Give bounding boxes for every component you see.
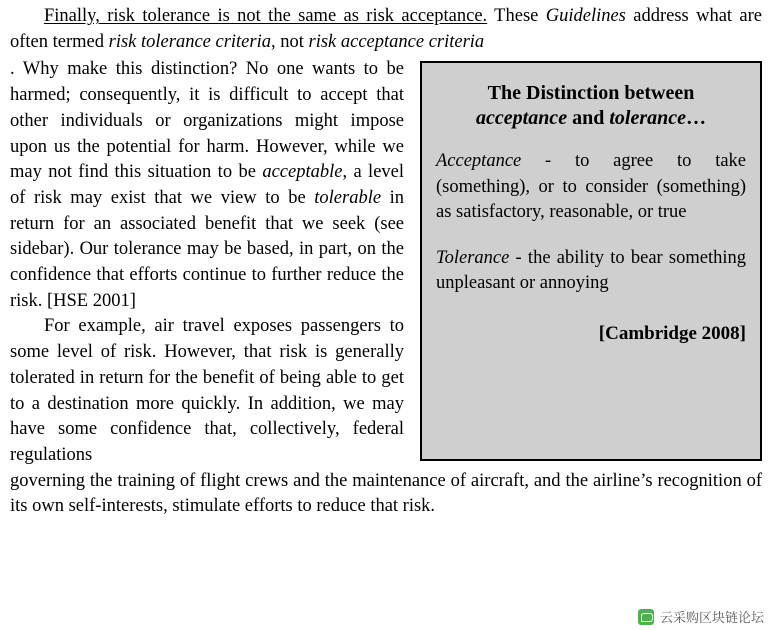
paragraph-1-run-1: These — [487, 6, 546, 26]
sidebar-definition-acceptance: - to agree to take (something), or to consider (something) as satisfactory, reasonable, or true — [436, 151, 746, 223]
paragraph-1-run-3: , not — [270, 31, 309, 52]
sidebar-entry-tolerance — [436, 246, 746, 297]
paragraph-1-run-2: address what are often termed — [10, 6, 763, 52]
watermark-logo-icon — [638, 609, 654, 625]
paragraph-1-run-5: , a level of risk may exist that we view to be — [10, 162, 405, 208]
paragraph-2-text: For example, air travel exposes passengers to some level of risk. However, that risk is generally tolerated in return for the benefit of being able to get to a destination more quickly. In addition, we may have some confidence that, collectively, federal regulations — [10, 316, 404, 465]
sidebar-term-acceptance: Acceptance — [436, 151, 522, 172]
sidebar-title-mid: and — [567, 107, 610, 130]
sidebar-title-ellipsis: … — [685, 107, 706, 130]
paragraph-1-opening — [10, 4, 762, 55]
sidebar-entry-acceptance — [436, 149, 746, 226]
paragraph-1-italic-acceptable: acceptable — [262, 162, 343, 183]
sidebar-citation: [Cambridge 2008] — [598, 322, 746, 344]
sidebar-title-italic-tolerance: tolerance — [609, 107, 686, 130]
watermark — [638, 607, 764, 626]
paragraph-1-italic-tolerance-criteria: risk tolerance criteria — [108, 31, 271, 52]
paragraph-1-italic-acceptance-criteria: risk acceptance criteria — [308, 31, 485, 52]
sidebar-title — [436, 81, 746, 131]
sidebar-title-italic-acceptance: acceptance — [476, 107, 568, 130]
paragraph-1-run-6: in return for an associated benefit that we seek (see sidebar). Our tolerance may be based, in part, on the confidence that efforts continue to further reduce the risk. [HSE 2001] — [10, 187, 405, 311]
paragraph-1-heading: Finally, risk tolerance is not the same as risk acceptance. — [44, 6, 488, 26]
sidebar-term-tolerance: Tolerance — [436, 247, 510, 268]
paragraph-3: governing the training of flight crews and the maintenance of aircraft, and the airline’s recognition of its own self-interests, stimulate efforts to reduce that risk. — [10, 470, 762, 517]
sidebar-definition-tolerance: - the ability to bear something unpleasant or annoying — [436, 247, 746, 294]
sidebar-box — [420, 61, 762, 461]
paragraph-1-run-4: . Why make this distinction? No one wants to be harmed; consequently, it is difficult to accept that other individuals or organizations might impose upon us the potential for harm. However, while we may not find this situation to be — [10, 59, 404, 183]
sidebar-title-line1: The Distinction between — [487, 82, 695, 105]
paragraph-1-italic-guidelines: Guidelines — [545, 6, 626, 26]
paragraph-1-italic-tolerable: tolerable — [314, 187, 382, 208]
watermark-label: 云采购区块链论坛 — [659, 610, 764, 625]
text-and-sidebar-wrap — [10, 57, 762, 468]
